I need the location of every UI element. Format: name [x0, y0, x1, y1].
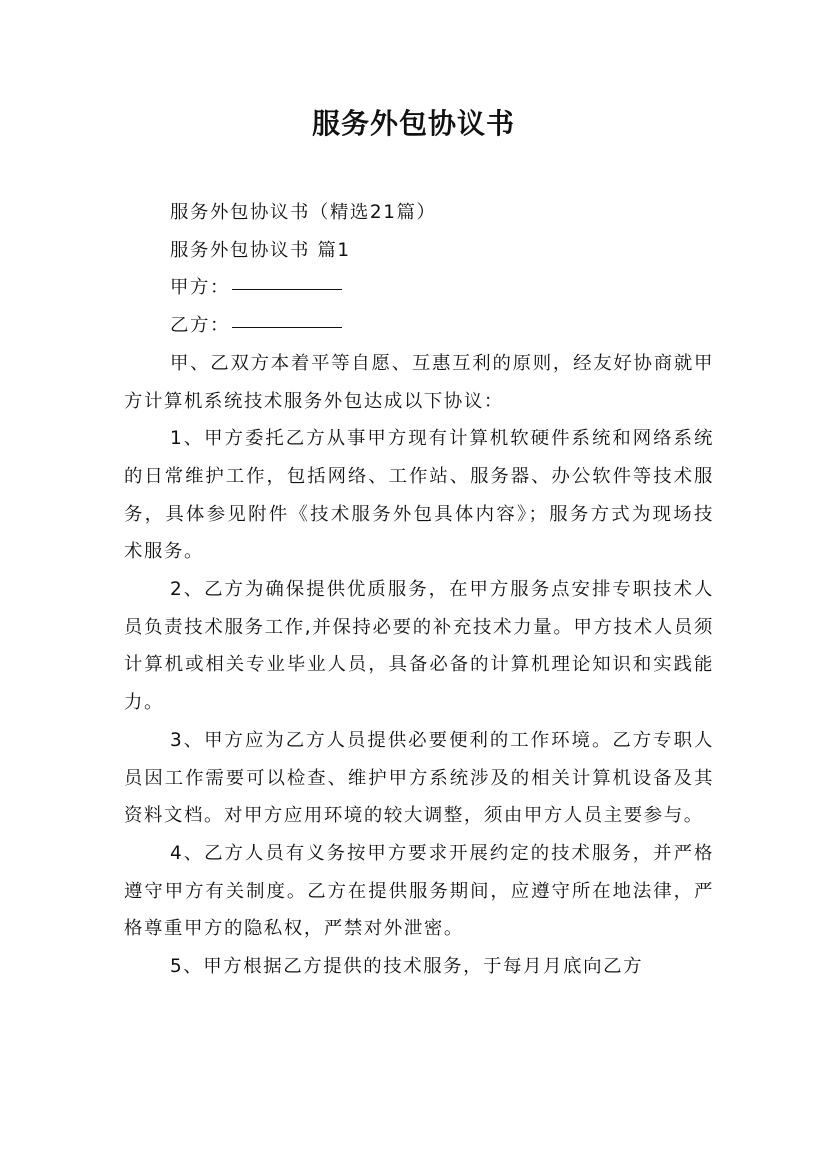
party-a-label: 甲方： — [170, 277, 230, 299]
party-b-blank-line — [232, 326, 342, 328]
party-b-line — [124, 307, 714, 345]
paragraph-intro: 甲、乙双方本着平等自愿、互惠互利的原则，经友好协商就甲方计算机系统技术服务外包达成以下协议： — [124, 352, 714, 412]
paragraph-clause-1: 1、甲方委托乙方从事甲方现有计算机软硬件系统和网络系统的日常维护工作，包括网络、工作站、服务器、办公软件等技术服务，具体参见附件《技术服务外包具体内容》；服务方式为现场技术服务。 — [124, 428, 714, 563]
document-subtitle: 服务外包协议书（精选21篇） — [170, 202, 437, 223]
document-body — [124, 194, 714, 986]
party-b-label: 乙方： — [170, 315, 230, 337]
paragraph-clause-4: 4、乙方人员有义务按甲方要求开展约定的技术服务，并严格遵守甲方有关制度。乙方在提供服务期间，应遵守所在地法律，严格尊重甲方的隐私权，严禁对外泄密。 — [124, 842, 714, 940]
party-a-blank-line — [232, 288, 342, 290]
section-heading: 服务外包协议书 篇1 — [170, 239, 351, 261]
paragraph-clause-5: 5、甲方根据乙方提供的技术服务，于每月月底向乙方 — [170, 956, 644, 978]
document-title: 服务外包协议书 — [311, 107, 515, 140]
paragraph-clause-2: 2、乙方为确保提供优质服务，在甲方服务点安排专职技术人员负责技术服务工作,并保持必要的补充技术力量。甲方技术人员须计算机或相关专业毕业人员，具备必备的计算机理论知识和实践能力。 — [124, 579, 714, 714]
party-a-line — [124, 269, 714, 307]
paragraph-clause-3: 3、甲方应为乙方人员提供必要便利的工作环境。乙方专职人员因工作需要可以检查、维护甲方系统涉及的相关计算机设备及其资料文档。对甲方应用环境的较大调整，须由甲方人员主要参与。 — [124, 729, 714, 827]
